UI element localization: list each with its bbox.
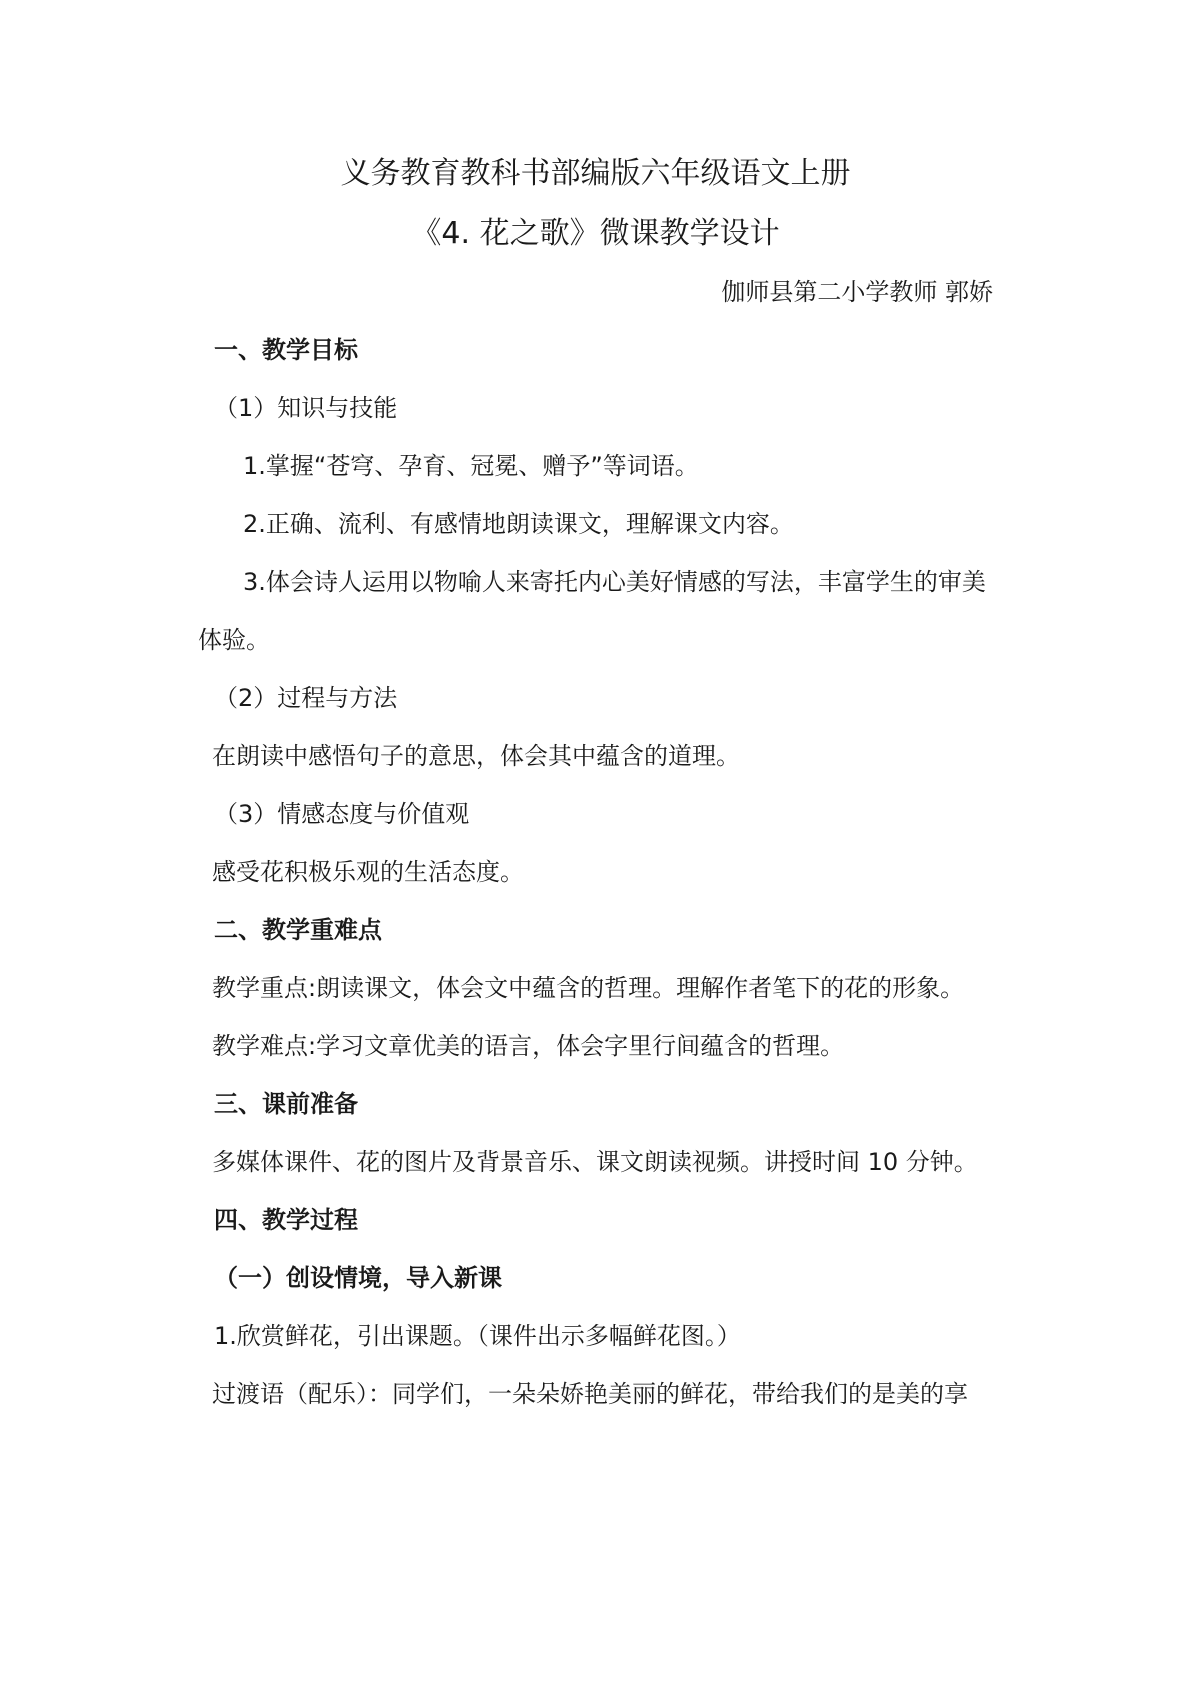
doc-title-line1: 义务教育教科书部编版六年级语文上册 bbox=[340, 156, 851, 191]
objective-item-1: 1.掌握“苍穹、孕育、冠冕、赠予”等词语。 bbox=[243, 452, 699, 480]
subheading-intro: （一）创设情境，导入新课 bbox=[214, 1264, 502, 1292]
process-method-text: 在朗读中感悟句子的意思，体会其中蕴含的道理。 bbox=[212, 742, 740, 770]
difficult-point-text: 教学难点:学习文章优美的语言，体会字里行间蕴含的哲理。 bbox=[212, 1032, 845, 1060]
key-point-text: 教学重点:朗读课文，体会文中蕴含的哲理。理解作者笔下的花的形象。 bbox=[212, 974, 965, 1002]
author-line: 伽师县第二小学教师 郭娇 bbox=[721, 278, 993, 306]
preparation-text: 多媒体课件、花的图片及背景音乐、课文朗读视频。讲授时间 10 分钟。 bbox=[212, 1148, 978, 1176]
section-heading-key-points: 二、教学重难点 bbox=[214, 916, 382, 944]
emotion-values-text: 感受花积极乐观的生活态度。 bbox=[212, 858, 524, 886]
transition-text: 过渡语（配乐）：同学们，一朵朵娇艳美丽的鲜花，带给我们的是美的享 bbox=[212, 1380, 968, 1408]
section-heading-preparation: 三、课前准备 bbox=[214, 1090, 358, 1118]
subheading-process-method: （2）过程与方法 bbox=[214, 684, 398, 712]
section-heading-process: 四、教学过程 bbox=[214, 1206, 358, 1234]
objective-item-3: 3.体会诗人运用以物喻人来寄托内心美好情感的写法，丰富学生的审美 bbox=[243, 568, 986, 596]
objective-item-2: 2.正确、流利、有感情地朗读课文，理解课文内容。 bbox=[243, 510, 794, 538]
process-item-1: 1.欣赏鲜花，引出课题。（课件出示多幅鲜花图。） bbox=[214, 1322, 741, 1350]
subheading-emotion-values: （3）情感态度与价值观 bbox=[214, 800, 470, 828]
objective-item-3-cont: 体验。 bbox=[198, 626, 270, 654]
doc-title-line2: 《4. 花之歌》微课教学设计 bbox=[411, 216, 780, 251]
section-heading-objectives: 一、教学目标 bbox=[214, 336, 358, 364]
subheading-knowledge-skills: （1）知识与技能 bbox=[214, 394, 398, 422]
